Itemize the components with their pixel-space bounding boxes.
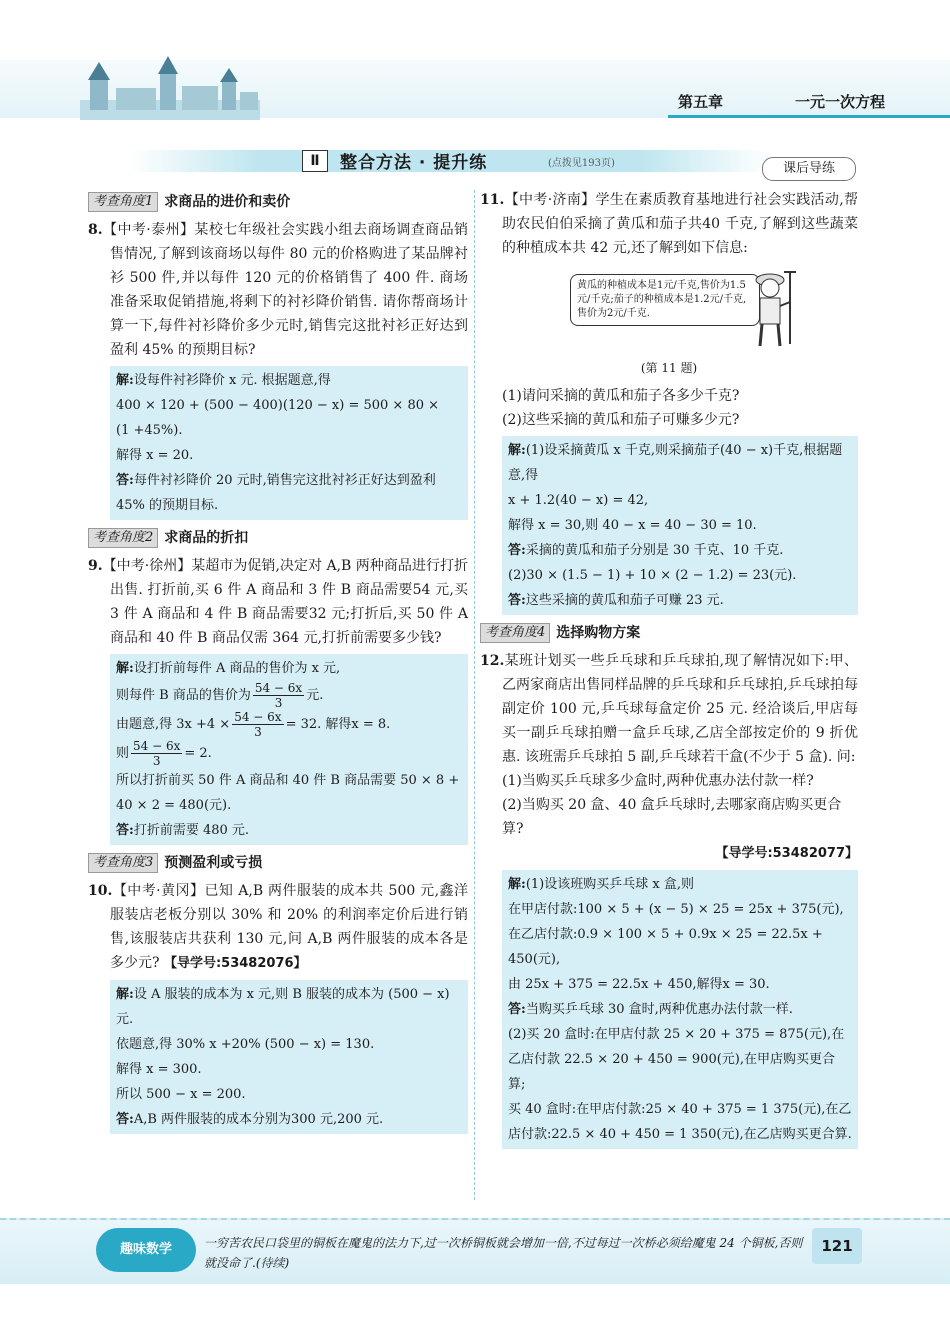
page-number: 121: [812, 1228, 862, 1264]
question-number: 9.: [88, 558, 103, 574]
topic-title: 选择购物方案: [556, 625, 641, 641]
answer-text: 则每件 B 商品的售价为: [116, 688, 251, 703]
numerator: 54 − 6x: [254, 681, 303, 695]
answer-label: 解:: [508, 443, 526, 458]
question-11-figure: [480, 266, 858, 356]
answer-line: x + 1.2(40 − x) = 42,: [508, 493, 649, 508]
sub-question: (2)这些采摘的黄瓜和茄子可赚多少元?: [502, 412, 740, 428]
question-11: [480, 188, 858, 260]
answer-line: 400 × 120 + (500 − 400)(120 − x) = 500 × 80 ×: [116, 398, 440, 413]
answer-label: 解:: [508, 877, 526, 892]
answer-line: 设每件衬衫降价 x 元. 根据题意,得: [133, 373, 331, 388]
topic-tag: 考查角度1: [88, 192, 158, 212]
fraction: [232, 710, 283, 739]
chapter-number: 第五章: [678, 93, 724, 111]
answer-label: 答:: [508, 593, 526, 608]
answer-line: [116, 681, 462, 710]
answer-line: 当购买乒乓球 30 盒时,两种优惠办法付款一样.: [525, 1002, 793, 1017]
question-number: 8.: [88, 222, 103, 238]
topic-heading-1: [88, 190, 468, 214]
topic-tag: 考查角度4: [480, 623, 550, 643]
question-text: 某班计划买一些乒乓球和乒乓球拍,现了解情况如下:甲、乙两家商店出售同样品牌的乒乓球和乒乓球拍,乒乓球拍每副定价 100 元,乒乓球每盒定价 25 元. 经洽谈后,甲店每买一副乒乓球拍赠一盒乒乓球,乙店全部按定价的 9 折优惠. 该班需乒乓球拍 5 副,乒乓球若干盒(不少于 5 盒). 问:: [502, 653, 858, 765]
answer-label: 答:: [116, 1112, 134, 1127]
page-header: [0, 0, 950, 130]
chapter-underline: [668, 115, 950, 118]
answer-line: A,B 两件服装的成本分别为300 元,200 元.: [133, 1112, 384, 1127]
answer-9: [110, 654, 468, 845]
section-numeral: Ⅱ: [302, 150, 328, 172]
answer-line: 由 25x + 375 = 22.5x + 450,解得x = 30.: [508, 977, 770, 992]
question-text: 【中考·济南】学生在素质教育基地进行社会实践活动,帮助农民伯伯采摘了黄瓜和茄子共40 千克,了解到这些蔬菜的种植成本共 42 元,还了解到如下信息:: [502, 192, 858, 256]
answer-label: 解:: [116, 661, 134, 676]
answer-text: 由题意,得 3x +4 ×: [116, 717, 231, 732]
farmer-illustration: [746, 266, 800, 350]
question-text: 【中考·徐州】某超市为促销,决定对 A,B 两种商品进行打折出售. 打折前,买 6 件 A 商品和 3 件 B 商品需要54 元,买 3 件 A 商品和 4 件 B 商品需要32 元;打折后,买 50 件 A 商品和 40 件 B 商品仅需 364 元,打折前需要多少钱?: [102, 558, 468, 646]
answer-text: 则: [116, 746, 130, 761]
section-reference: (点拨见193页): [548, 158, 615, 169]
question-9: [88, 554, 468, 650]
answer-line: (2)30 × (1.5 − 1) + 10 × (2 − 1.2) = 23(元).: [508, 568, 797, 583]
answer-line: (1 +45%).: [116, 423, 183, 438]
answer-text: = 32. 解得x = 8.: [285, 717, 391, 732]
answer-12: [502, 870, 858, 1149]
right-column: [480, 188, 858, 1155]
left-column: [88, 188, 468, 1140]
answer-label: 答:: [116, 823, 134, 838]
topic-title: 求商品的进价和卖价: [164, 194, 291, 210]
answer-line: (2)买 20 盒时:在甲店付款 25 × 20 + 375 = 875(元),在乙店付款 22.5 × 20 + 450 = 900(元),在甲店购买更合算;: [508, 1027, 845, 1092]
answer-line: 设打折前每件 A 商品的售价为 x 元,: [133, 661, 341, 676]
question-10: [88, 879, 468, 976]
answer-line: [116, 710, 462, 739]
footer-story: 一穷苦农民口袋里的铜板在魔鬼的法力下,过一次桥铜板就会增加一倍,不过每过一次桥必须给魔鬼 24 个铜板,否则就没命了.(待续): [204, 1236, 803, 1270]
answer-line: 采摘的黄瓜和茄子分别是 30 千克、10 千克.: [525, 543, 784, 558]
question-text: 【中考·黄冈】已知 A,B 两件服装的成本共 500 元,鑫洋服装店老板分别以 30% 和 20% 的利润率定价后进行销售,该服装店共获利 130 元,问 A,B 两件服装的成本各是多少元?: [110, 883, 468, 971]
answer-line: 在甲店付款:100 × 5 + (x − 5) × 25 = 25x + 375(元),: [508, 902, 844, 917]
question-number: 12.: [480, 653, 505, 669]
answer-line: 打折前需要 480 元.: [133, 823, 250, 838]
answer-line: 解得 x = 30,则 40 − x = 40 − 30 = 10.: [508, 518, 757, 533]
column-divider: [474, 190, 475, 1200]
answer-line: (1)设该班购买乒乓球 x 盒,则: [525, 877, 694, 892]
castle-illustration: [80, 52, 260, 122]
topic-title: 求商品的折扣: [164, 530, 249, 546]
answer-line: 依题意,得 30% x +20% (500 − x) = 130.: [116, 1037, 375, 1052]
answer-11: [502, 436, 858, 615]
fraction: [253, 681, 304, 710]
denominator: 3: [274, 696, 283, 710]
answer-line: 解得 x = 20.: [116, 448, 194, 463]
figure-caption: (第 11 题): [640, 361, 698, 375]
answer-label: 答:: [508, 543, 526, 558]
fun-math-logo: 趣味数学: [96, 1228, 196, 1272]
question-number: 10.: [88, 883, 113, 899]
answer-label: 解:: [116, 373, 134, 388]
denominator: 3: [254, 725, 262, 739]
sub-question: (1)请问采摘的黄瓜和茄子各多少千克?: [502, 388, 740, 404]
answer-label: 答:: [116, 473, 134, 488]
denominator: 3: [152, 754, 161, 768]
answer-line: (1)设采摘黄瓜 x 千克,则采摘茄子(40 − x)千克,根据题意,得: [508, 443, 843, 483]
answer-line: 买 40 盒时:在甲店付款:25 × 40 + 375 = 1 375(元),在乙店付款:22.5 × 40 + 450 = 1 350(元),在乙店购买更合算.: [508, 1102, 852, 1142]
answer-8: [110, 366, 468, 520]
answer-label: 答:: [508, 1002, 526, 1017]
answer-10: [110, 980, 468, 1134]
guide-number: 【导学号:53482077】: [715, 846, 858, 861]
question-12: [480, 649, 858, 769]
answer-line: 设 A 服装的成本为 x 元,则 B 服装的成本为 (500 − x) 元.: [116, 987, 450, 1027]
topic-heading-3: [88, 851, 468, 875]
chapter-title: 一元一次方程: [795, 93, 886, 111]
numerator: 54 − 6x: [234, 710, 282, 724]
topic-tag: 考查角度2: [88, 528, 158, 548]
topic-heading-2: [88, 526, 468, 550]
answer-text: = 2.: [184, 746, 212, 761]
section-title: 整合方法 · 提升练: [340, 153, 488, 173]
question-text: 【中考·泰州】某校七年级社会实践小组去商场调查商品销售情况,了解到该商场以每件 80 元的价格购进了某品牌衬衫 500 件,并以每件 120 元的价格销售了 400 件. 商场准备采取促销措施,将剩下的衬衫降价销售. 请你帮商场计算一下,每件衬衫降价多少元时,销售完这批衬衫正好达到盈利 45% 的预期目标?: [102, 222, 468, 358]
answer-line: 解得 x = 300.: [116, 1062, 202, 1077]
guide-number: 【导学号:53482076】: [163, 956, 307, 971]
fraction: [131, 739, 182, 768]
answer-line: 所以 500 − x = 200.: [116, 1087, 246, 1102]
answer-line: 所以打折前买 50 件 A 商品和 40 件 B 商品需要 50 × 8 + 40 × 2 = 480(元).: [116, 773, 460, 813]
answer-line: 在乙店付款:0.9 × 100 × 5 + 0.9x × 25 = 22.5x + 450(元),: [508, 927, 823, 967]
answer-line: [116, 739, 462, 768]
question-8: [88, 218, 468, 362]
answer-line: 这些采摘的黄瓜和茄子可赚 23 元.: [525, 593, 724, 608]
answer-text: 元.: [306, 688, 324, 703]
chapter-heading: [650, 88, 950, 116]
answer-label: 解:: [116, 987, 134, 1002]
speech-bubble: 黄瓜的种植成本是1元/千克,售价为1.5元/千克;茄子的种植成本是1.2元/千克,售价为2元/千克.: [570, 274, 760, 326]
numerator: 54 − 6x: [133, 739, 181, 753]
sub-question: (2)当购买 20 盒、40 盒乒乓球时,去哪家商店购买更合算?: [502, 797, 842, 837]
topic-heading-4: [480, 621, 858, 645]
answer-line: 每件衬衫降价 20 元时,销售完这批衬衫正好达到盈利 45% 的预期目标.: [116, 473, 436, 513]
topic-title: 预测盈利或亏损: [164, 855, 263, 871]
after-class-badge: 课后导练: [762, 157, 856, 181]
question-number: 11.: [480, 192, 505, 208]
topic-tag: 考查角度3: [88, 853, 158, 873]
sub-question: (1)当购买乒乓球多少盒时,两种优惠办法付款一样?: [502, 773, 814, 789]
